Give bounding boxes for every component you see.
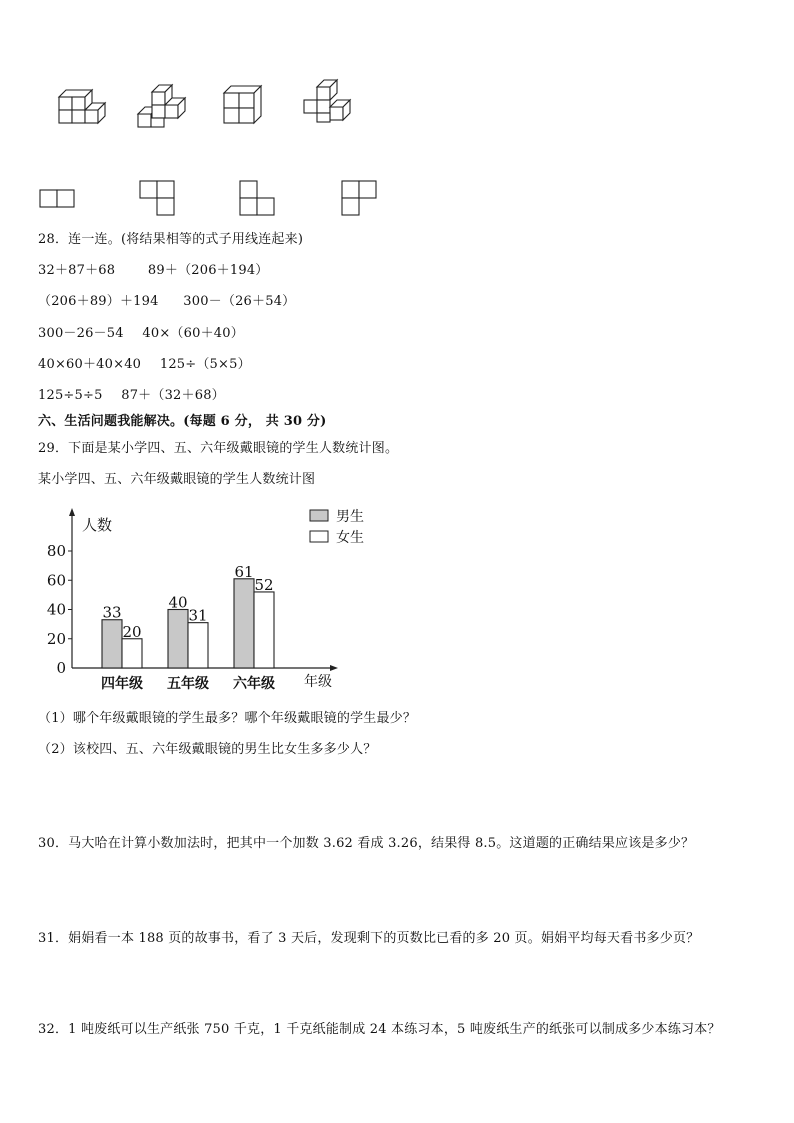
- q28-left-expr: 32＋87＋68: [38, 263, 116, 278]
- q28-row: [38, 384, 225, 403]
- bar: [102, 620, 122, 668]
- data-label: 40: [168, 593, 188, 612]
- y-tick-label: 40: [46, 600, 66, 619]
- legend-swatch: [310, 531, 328, 542]
- bar: [234, 579, 254, 668]
- bar: [188, 623, 208, 668]
- q29-intro: 29．下面是某小学四、五、六年级戴眼镜的学生人数统计图。: [38, 441, 399, 456]
- y-tick-label: 20: [46, 629, 66, 648]
- data-label: 31: [188, 606, 208, 625]
- q28-title: 28．连一连。(将结果相等的式子用线连起来): [38, 232, 304, 247]
- q29-sub2: （2）该校四、五、六年级戴眼镜的男生比女生多多少人？: [38, 742, 377, 757]
- legend-label: 女生: [336, 530, 364, 546]
- x-axis-arrow: [330, 665, 338, 671]
- solid-figure-c: [224, 86, 261, 123]
- cube-figures: [30, 70, 390, 150]
- legend-swatch: [310, 510, 328, 521]
- q28-left-expr: 300－26－54: [38, 326, 124, 341]
- x-axis-label: 年级: [304, 674, 332, 690]
- bar-chart: [38, 498, 364, 698]
- q28-right-expr: 300－（26＋54）: [183, 294, 296, 309]
- q28-right-expr: 87＋（32＋68）: [121, 388, 225, 403]
- y-tick-label: 0: [56, 659, 66, 677]
- q28-left-expr: 40×60＋40×40: [38, 357, 142, 372]
- q30-text: 30．马大哈在计算小数加法时，把其中一个加数 3.62 看成 3.26，结果得 8.5。这道题的正确结果应该是多少？: [38, 836, 695, 851]
- y-tick-label: 60: [46, 571, 66, 590]
- view-figures: [30, 178, 390, 218]
- q28-right-expr: 40×（60＋40）: [142, 326, 244, 341]
- view-figure-c: [240, 181, 274, 215]
- q28-left-expr: 125÷5÷5: [38, 388, 103, 403]
- view-figure-a: [40, 190, 74, 207]
- solid-figure-a: [59, 90, 105, 123]
- y-axis-arrow: [69, 508, 75, 516]
- data-label: 20: [122, 622, 142, 641]
- data-label: 33: [102, 603, 122, 622]
- legend-label: 男生: [336, 509, 364, 525]
- category-label: 四年级: [101, 676, 143, 692]
- chart-legend: [310, 508, 364, 546]
- q28-right-expr: 125÷（5×5）: [159, 357, 251, 372]
- data-label: 61: [234, 562, 254, 581]
- q28-row: [38, 290, 295, 309]
- q28-left-expr: （206＋89）＋194: [38, 294, 159, 309]
- q32-text: 32．1 吨废纸可以生产纸张 750 千克，1 千克纸能制成 24 本练习本，5 吨废纸生产的纸张可以制成多少本练习本？: [38, 1022, 721, 1037]
- section6-title: 六、生活问题我能解决。(每题 6 分， 共 30 分): [38, 414, 327, 429]
- q28-row: [38, 322, 244, 341]
- q31-text: 31．娟娟看一本 188 页的故事书，看了 3 天后，发现剩下的页数比已看的多 20 页。娟娟平均每天看书多少页？: [38, 931, 700, 946]
- q28-right-expr: 89＋（206＋194）: [147, 263, 269, 278]
- q29-chart-title: 某小学四、五、六年级戴眼镜的学生人数统计图: [38, 472, 316, 487]
- y-tick-label: 80: [46, 542, 66, 560]
- bar: [122, 639, 142, 668]
- q28-row: [38, 259, 269, 278]
- y-axis-label: 人数: [82, 516, 113, 534]
- data-label: 52: [254, 575, 274, 594]
- view-figure-b: [140, 181, 174, 215]
- solid-figure-b: [138, 85, 185, 127]
- bar: [254, 592, 274, 668]
- solid-figure-d: [304, 80, 350, 122]
- category-label: 六年级: [233, 676, 275, 692]
- q28-row: [38, 353, 251, 372]
- view-figure-d: [342, 181, 376, 215]
- bar: [168, 610, 188, 669]
- category-label: 五年级: [167, 676, 209, 692]
- q29-sub1: （1）哪个年级戴眼镜的学生最多？哪个年级戴眼镜的学生最少？: [38, 711, 417, 726]
